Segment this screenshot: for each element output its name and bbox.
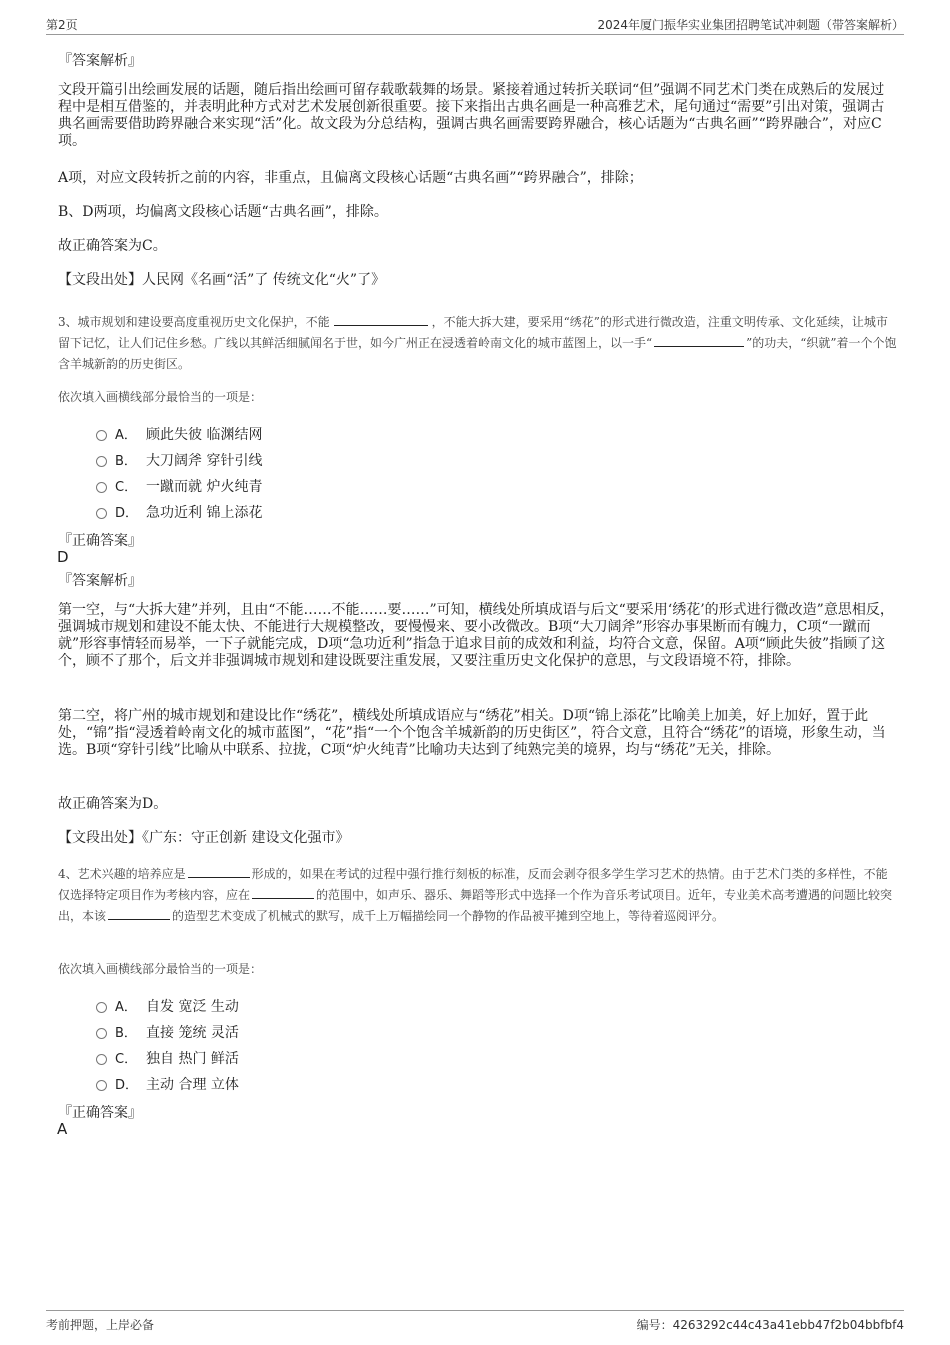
page-footer (46, 1310, 904, 1333)
radio-icon[interactable] (96, 482, 107, 493)
q4-blank-3 (108, 909, 170, 920)
option-text: 自发 宽泛 生动 (146, 999, 239, 1015)
q3-blank-1 (334, 315, 428, 326)
q4-stem (58, 864, 898, 927)
q2-analysis-p3: B、D两项，均偏离文段核心话题“古典名画”，排除。 (58, 204, 388, 220)
option-letter: B． (115, 454, 137, 469)
q3-stem-part2: ，不能大拆大建，要采用“绣花”的形式进行微改造，注重文明传承、文化延续，让城市留下记忆，让人们记住乡愁。广线以其鲜活细腻闻名于世，如今广州正在浸透着岭南文化的城市蓝图上，以一手“ (58, 315, 888, 350)
q3-correct-label: 『正确答案』 (58, 533, 142, 549)
q2-source: 【文段出处】人民网《名画“活”了 传统文化“火”了》 (58, 272, 386, 288)
q4-prompt: 依次填入画横线部分最恰当的一项是： (58, 962, 263, 976)
q3-analysis-p1: 第一空，与“大拆大建”并列，且由“不能……不能……要……”可知，横线处所填成语与后文“要采用‘绣花’的形式进行微改造”意思相反，强调城市规划和建设不能太快、不能进行大规模整改，要慢慢来、要小改微改。B项“大刀阔斧”形容办事果断而有魄力，C项“一蹴而就”形容事情轻而易举，一下子就能完成，D项“急功近利”指急于追求目前的成效和利益，均符合文意，保留。A项“顾此失彼”指顾了这个，顾不了那个，后文并非强调城市规划和建设既要注重发展，又要注重历史文化保护的意思，与文段语境不符，排除。 (58, 602, 894, 669)
q4-blank-1 (188, 867, 250, 878)
option-letter: C． (115, 480, 138, 495)
q3-correct-answer: D (57, 548, 69, 566)
page-header (46, 14, 904, 35)
option-text: 大刀阔斧 穿针引线 (146, 453, 263, 469)
option-text: 一蹴而就 炉火纯青 (146, 479, 263, 495)
option-letter: A． (115, 1000, 137, 1015)
page-number: 第2页 (46, 18, 78, 32)
q3-analysis-label: 『答案解析』 (58, 573, 142, 589)
q2-analysis-p4: 故正确答案为C。 (58, 238, 167, 254)
document-id: 编号：4263292c44c43a41ebb47f2b04bbfbf4 (636, 1318, 904, 1332)
q4-correct-answer: A (57, 1120, 68, 1138)
option-letter: C． (115, 1052, 138, 1067)
document-title: 2024年厦门振华实业集团招聘笔试冲刺题（带答案解析） (597, 18, 904, 32)
q4-correct-label: 『正确答案』 (58, 1105, 142, 1121)
q3-stem-part3: ”的功夫，“织就”着一个个饱含羊城新韵的历史街区。 (58, 336, 897, 371)
q3-source: 【文段出处】《广东：守正创新 建设文化强市》 (58, 830, 350, 846)
q4-stem-part3: 的范围中，如声乐、器乐、舞蹈等形式中选择一个作为音乐考试项目。近年，专业美术高考遭遇的问题比较突出，本该 (58, 888, 893, 923)
q3-prompt: 依次填入画横线部分最恰当的一项是： (58, 390, 263, 404)
q4-blank-2 (252, 888, 314, 899)
footer-slogan: 考前押题，上岸必备 (46, 1318, 155, 1332)
option-letter: B． (115, 1026, 137, 1041)
q4-stem-part2: 形成的，如果在考试的过程中强行推行刻板的标准，反而会剥夺很多学生学习艺术的热情。由于艺术门类的多样性，不能仅选择特定项目作为考核内容，应在 (58, 867, 888, 902)
q3-blank-2 (654, 336, 744, 347)
option-text: 独自 热门 鲜活 (146, 1051, 239, 1067)
radio-icon[interactable] (96, 430, 107, 441)
q4-stem-part4: 的造型艺术变成了机械式的默写，成千上万幅描绘同一个静物的作品被平摊到空地上，等待着巡阅评分。 (172, 909, 725, 923)
radio-icon[interactable] (96, 1002, 107, 1013)
radio-icon[interactable] (96, 1028, 107, 1039)
radio-icon[interactable] (96, 508, 107, 519)
q2-analysis-label: 『答案解析』 (58, 53, 142, 69)
q2-analysis-p1: 文段开篇引出绘画发展的话题，随后指出绘画可留存载歌载舞的场景。紧接着通过转折关联词“但”强调不同艺术门类在成熟后的发展过程中是相互借鉴的，并表明此种方式对艺术发展创新很重要。接下来指出古典名画是一种高雅艺术，尾句通过“需要”引出对策，强调古典名画需要借助跨界融合来实现“活”化。故文段为分总结构，强调古典名画需要跨界融合，核心话题为“古典名画”“跨界融合”，对应C项。 (58, 82, 885, 149)
q2-analysis-p2: A项，对应文段转折之前的内容，非重点，且偏离文段核心话题“古典名画”“跨界融合”，排除； (58, 170, 643, 186)
option-text: 顾此失彼 临渊结网 (146, 427, 263, 443)
radio-icon[interactable] (96, 1080, 107, 1091)
option-letter: D． (115, 1078, 139, 1093)
q3-stem-part1: 3、城市规划和建设要高度重视历史文化保护，不能 (58, 315, 330, 329)
option-text: 主动 合理 立体 (146, 1077, 239, 1093)
q3-analysis-p3: 故正确答案为D。 (58, 796, 168, 812)
q4-stem-part1: 4、艺术兴趣的培养应是 (58, 867, 186, 881)
q3-analysis-p2: 第二空，将广州的城市规划和建设比作“绣花”，横线处所填成语应与“绣花”相关。D项“锦上添花”比喻美上加美，好上加好，置于此处，“锦”指“浸透着岭南文化的城市蓝图”，“花”指“一个个饱含羊城新韵的历史街区”，符合文意，且符合“绣花”的语境，形象生动，当选。B项“穿针引线”比喻从中联系、拉拢，C项“炉火纯青”比喻功夫达到了纯熟完美的境界，均与“绣花”无关，排除。 (58, 708, 886, 758)
radio-icon[interactable] (96, 1054, 107, 1065)
option-letter: A． (115, 428, 137, 443)
option-letter: D． (115, 506, 139, 521)
q3-stem (58, 312, 898, 375)
option-text: 直接 笼统 灵活 (146, 1025, 239, 1041)
option-text: 急功近利 锦上添花 (146, 505, 263, 521)
radio-icon[interactable] (96, 456, 107, 467)
